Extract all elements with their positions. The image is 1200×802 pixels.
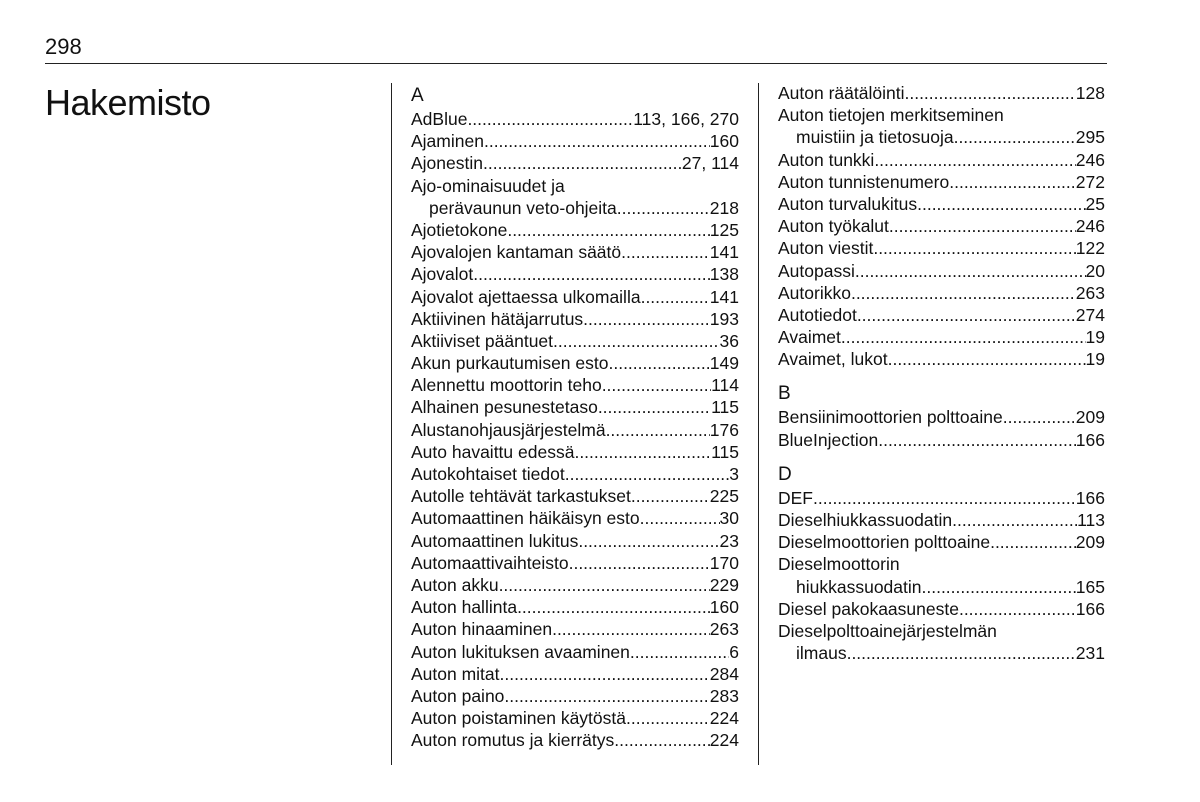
index-entry [411,130,739,152]
leader-dots [626,707,710,729]
index-entry-pages[interactable]: 19 [1085,349,1105,370]
index-entry-pages[interactable]: 166 [1075,429,1105,450]
leader-dots [504,685,709,707]
index-entry-label: Auton paino [411,685,505,706]
index-entry [411,641,739,663]
leader-dots [851,282,1076,304]
index-entry-pages[interactable]: 6 [729,641,739,662]
index-entry [411,396,739,418]
index-entry [411,330,739,352]
index-entry [778,215,1105,237]
leader-dots [917,193,1085,215]
index-entry-pages[interactable]: 138 [709,264,739,285]
leader-dots [484,130,710,152]
index-entry [411,729,739,751]
index-column-1 [411,82,739,751]
leader-dots [621,241,710,263]
index-entry-pages[interactable]: 224 [709,730,739,751]
index-entry-label: Autopassi [778,260,855,281]
index-entry-label: Auton tunkki [778,149,875,170]
index-entry-label: Autolle tehtävät tarkastukset [411,486,631,507]
index-entry [778,598,1105,620]
leader-dots [565,463,730,485]
index-entry [778,487,1105,509]
leader-dots [602,374,711,396]
index-entry [411,485,739,507]
index-entry-pages[interactable]: 224 [709,708,739,729]
index-entry [778,282,1105,304]
index-entry-pages[interactable]: 128 [1075,83,1105,103]
index-entry-pages[interactable]: 295 [1075,127,1105,148]
index-entry-label: Automaattinen lukitus [411,530,579,551]
index-entry-label: Auton mitat [411,663,500,684]
index-entry [411,419,739,441]
index-entry [411,685,739,707]
index-entry [778,193,1105,215]
index-letter-heading: B [778,383,791,405]
leader-dots [552,618,710,640]
index-entry-pages[interactable]: 23 [719,530,739,551]
index-entry-label: Aktiiviset pääntuet [411,330,554,351]
index-entry [411,352,739,374]
index-entry-label: Auton tunnistenumero [778,171,950,192]
index-entry-pages[interactable]: 160 [709,131,739,152]
index-entry-label: Alhainen pesunestetaso [411,397,598,418]
index-entry-label: Auto havaittu edessä [411,441,575,462]
leader-dots [500,663,710,685]
index-entry-label: Auton lukituksen avaaminen [411,641,630,662]
leader-dots [583,308,710,330]
index-entry-pages[interactable]: 36 [719,330,739,351]
leader-dots [553,330,720,352]
index-entry-label: Dieselmoottorien polttoaine [778,532,991,553]
leader-dots [631,485,710,507]
index-entry-pages[interactable]: 115 [711,397,739,418]
leader-dots [855,260,1086,282]
index-entry-label: Ajovalot ajettaessa ulkomailla [411,286,641,307]
index-entry [778,237,1105,259]
index-entry-label: Auton viestit [778,238,874,259]
index-entry-label: hiukkassuodatin [796,576,922,597]
index-entry-pages[interactable]: 170 [709,552,739,573]
index-entry-pages[interactable]: 165 [1075,576,1105,597]
index-entry-label: perävaunun veto-ohjeita [429,197,617,218]
leader-dots [813,487,1076,509]
index-letter-heading: D [778,463,792,485]
index-entry-label: Ajaminen [411,131,484,152]
index-entry-pages[interactable]: 125 [709,219,739,240]
index-entry [411,374,739,396]
index-entry [778,82,1105,104]
index-entry [411,152,739,174]
index-entry [778,429,1105,451]
index-entry [778,304,1105,326]
leader-dots [517,596,710,618]
index-entry-label: Dieselhiukkassuodatin [778,510,953,530]
leader-dots [473,263,710,285]
index-entry-label: Ajotietokone [411,219,508,240]
index-entry-pages[interactable]: 209 [1075,407,1105,428]
index-entry [778,642,1105,664]
index-entry-pages[interactable]: 113 [1077,510,1105,530]
index-entry-pages[interactable]: 231 [1075,643,1105,664]
index-entry-pages[interactable]: 209 [1075,532,1105,553]
leader-dots [959,598,1076,620]
leader-dots [630,641,729,663]
leader-dots [841,326,1086,348]
index-entry [411,241,739,263]
leader-dots [499,574,710,596]
index-entry-label: DEF [778,487,813,508]
index-entry [411,618,739,640]
index-entry-label: Auton hinaaminen [411,619,553,640]
leader-dots [574,441,711,463]
leader-dots [640,507,720,529]
index-entry-label: Diesel pakokaasuneste [778,598,959,619]
index-entry-label: ilmaus [796,643,847,664]
index-entry [411,574,739,596]
index-entry [778,260,1105,282]
index-entry [778,576,1105,598]
leader-dots [952,509,1077,531]
leader-dots [878,429,1076,451]
leader-dots [614,729,710,751]
index-entry [778,406,1105,428]
index-entry-label: Autorikko [778,282,851,303]
index-entry-pages[interactable]: 3 [729,464,739,484]
index-entry-label: Auton poistaminen käytöstä [411,708,626,729]
leader-dots [641,286,710,308]
column-divider-right [758,83,759,765]
header-rule [45,63,1107,64]
index-entry-pages[interactable]: 113, 166, 270 [633,109,739,129]
index-entry [778,620,1105,642]
index-entry-label: Automaattivaihteisto [411,552,569,573]
index-entry [411,441,739,463]
index-entry-label: Dieselmoottorin [778,554,900,575]
index-entry [411,197,739,219]
leader-dots [617,197,710,219]
index-entry-pages[interactable]: 272 [1075,171,1105,192]
index-entry-pages[interactable]: 225 [709,486,739,507]
leader-dots [608,352,709,374]
index-entry-pages[interactable]: 246 [1075,149,1105,170]
index-entry-pages[interactable]: 176 [709,419,739,440]
index-entry-label: Auton hallinta [411,597,518,618]
index-entry [411,530,739,552]
index-entry [778,348,1105,370]
index-entry-label: Autokohtaiset tiedot [411,464,565,484]
leader-dots [1003,406,1076,428]
index-entry-label: Akun purkautumisen esto [411,353,609,374]
index-entry-pages[interactable]: 149 [709,353,739,374]
index-entry-pages[interactable]: 166 [1075,598,1105,619]
index-entry-pages[interactable]: 274 [1075,304,1105,325]
index-entry-label: Auton työkalut [778,216,889,237]
index-entry-pages[interactable]: 229 [709,574,739,595]
index-entry-label: Aktiivinen hätäjarrutus [411,308,584,329]
leader-dots [888,348,1086,370]
column-divider-left [391,83,392,765]
index-entry [411,263,739,285]
index-entry-label: Auton tietojen merkitseminen [778,105,1004,126]
index-entry-label: AdBlue [411,109,468,129]
leader-dots [606,419,710,441]
index-entry-label: Ajovalot [411,264,474,285]
index-entry [778,531,1105,553]
index-entry [778,326,1105,348]
index-entry-label: Auton räätälöinti [778,83,905,103]
index-entry [778,509,1105,531]
leader-dots [507,219,709,241]
leader-dots [467,108,633,130]
index-entry-pages[interactable]: 160 [709,597,739,618]
index-entry-pages[interactable]: 115 [711,441,739,462]
index-entry [778,171,1105,193]
leader-dots [598,396,711,418]
index-entry-label: BlueInjection [778,429,879,450]
index-entry [778,104,1105,126]
index-entry-label: Dieselpolttoainejärjestelmän [778,620,997,641]
index-entry-label: Alustanohjausjärjestelmä [411,419,606,440]
index-entry-label: Ajo-ominaisuudet ja [411,175,565,196]
index-entry-pages[interactable]: 283 [709,685,739,706]
index-entry [411,175,739,197]
leader-dots [922,576,1076,598]
index-entry [778,126,1105,148]
leader-dots [904,82,1075,104]
leader-dots [578,530,719,552]
index-entry-label: Auton akku [411,574,499,595]
index-entry [411,552,739,574]
index-letter-heading: A [411,85,424,106]
index-entry [411,308,739,330]
leader-dots [483,152,682,174]
index-entry-label: Ajonestin [411,153,483,174]
index-entry [411,108,739,130]
index-entry-pages[interactable]: 141 [709,242,739,263]
index-entry-label: Avaimet, lukot [778,349,888,370]
index-entry-pages[interactable]: 141 [709,286,739,307]
leader-dots [949,171,1076,193]
index-entry-pages[interactable]: 166 [1075,487,1105,508]
index-entry-label: Auton turvalukitus [778,193,918,214]
leader-dots [847,642,1076,664]
index-entry-label: muistiin ja tietosuoja [796,127,954,148]
index-entry-pages[interactable]: 246 [1075,216,1105,237]
index-entry-label: Ajovalojen kantaman säätö [411,242,622,263]
index-entry-pages[interactable]: 27, 114 [681,153,739,174]
index-entry-pages[interactable]: 284 [709,663,739,684]
index-entry-pages[interactable]: 25 [1085,193,1105,214]
index-entry-label: Automaattinen häikäisyn esto [411,508,640,529]
index-entry-label: Avaimet [778,327,841,348]
index-entry-pages[interactable]: 19 [1085,327,1105,348]
index-column-2 [778,82,1105,664]
index-entry-label: Auton romutus ja kierrätys [411,730,615,751]
index-entry-label: Autotiedot [778,304,857,325]
index-entry-pages[interactable]: 263 [1075,282,1105,303]
index-entry [411,286,739,308]
index-entry [411,219,739,241]
index-entry-label: Bensiinimoottorien polttoaine [778,407,1003,428]
index-entry [411,507,739,529]
index-entry [778,553,1105,575]
leader-dots [857,304,1076,326]
index-entry [411,707,739,729]
page-title: Hakemisto [45,82,211,123]
index-entry-pages[interactable]: 193 [709,308,739,329]
index-entry [411,596,739,618]
index-entry-pages[interactable]: 20 [1085,260,1105,281]
index-entry-pages[interactable]: 263 [709,619,739,640]
index-entry-pages[interactable]: 122 [1075,238,1105,259]
index-entry [411,663,739,685]
index-entry-label: Alennettu moottorin teho [411,375,602,396]
leader-dots [873,237,1075,259]
page-number: 298 [45,34,82,59]
index-entry-pages[interactable]: 30 [719,508,739,529]
leader-dots [954,126,1076,148]
leader-dots [990,531,1076,553]
index-entry-pages[interactable]: 114 [711,375,739,396]
index-entry [778,149,1105,171]
index-entry-pages[interactable]: 218 [709,197,739,218]
leader-dots [889,215,1076,237]
leader-dots [874,149,1075,171]
index-entry [411,463,739,485]
leader-dots [569,552,710,574]
